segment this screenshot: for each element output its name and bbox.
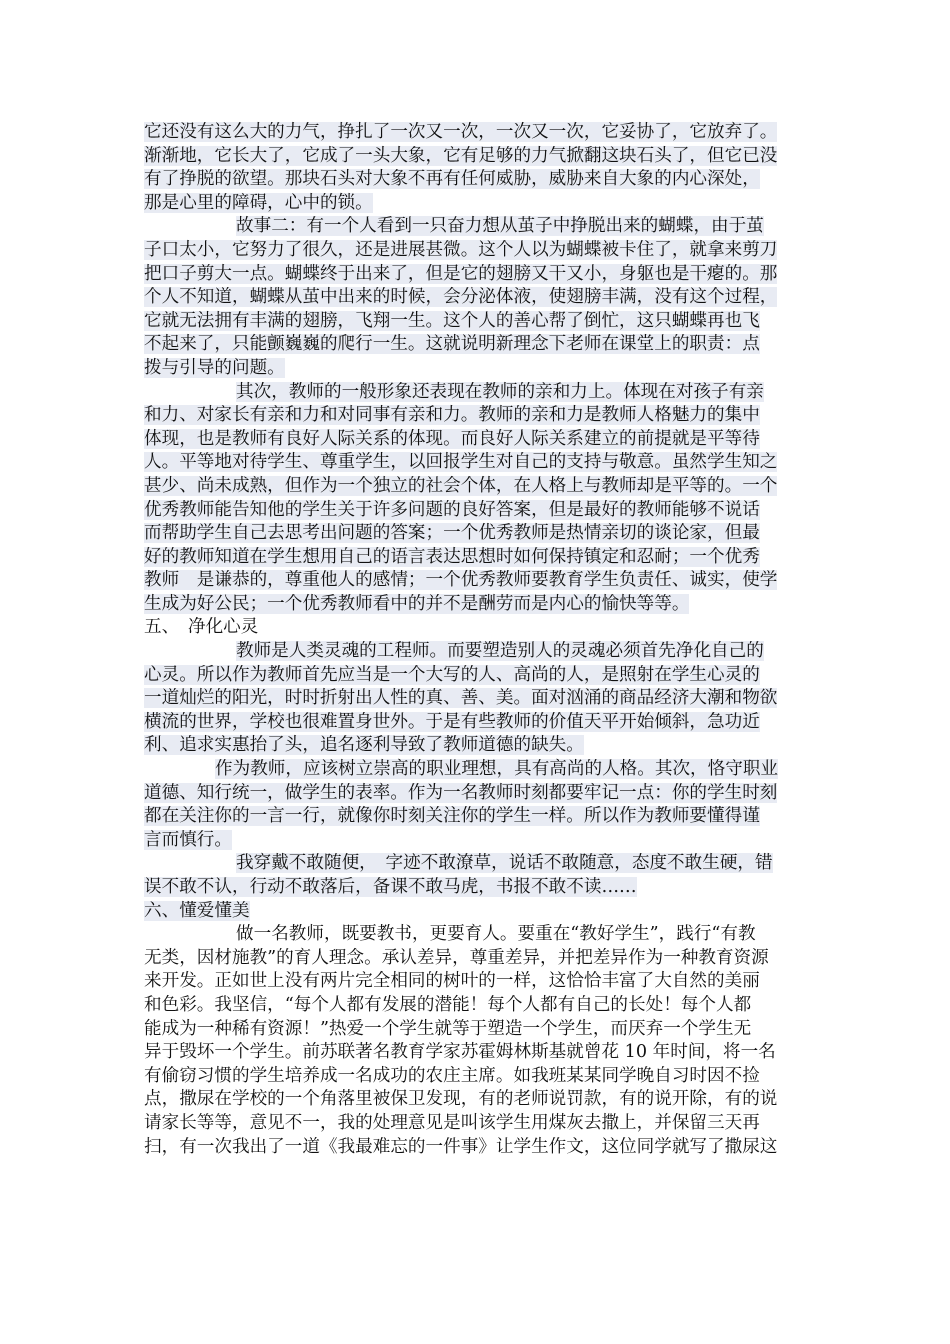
text-line-content: 言而慎行。: [144, 829, 232, 850]
text-line-content: 异于毁坏一个学生。前苏联著名教育学家苏霍姆林斯基就曾花 10 年时间，将一名: [144, 1042, 776, 1063]
paragraph: [144, 640, 809, 758]
text-line: [144, 900, 809, 924]
text-line: [144, 428, 809, 452]
text-line: [144, 711, 809, 735]
text-line: [144, 121, 809, 145]
text-line: [144, 451, 809, 475]
text-line: [144, 593, 809, 617]
text-line: [144, 522, 809, 546]
text-line: [144, 1136, 809, 1160]
text-line-content: 它还没有这么大的力气，挣扎了一次又一次，一次又一次，它妥协了，它放弃了。: [144, 122, 778, 142]
text-line: [144, 1112, 809, 1136]
text-line-content: 教师 是谦恭的，尊重他人的感情；一个优秀教师要教育学生负责任、诚实，使学: [144, 570, 778, 591]
text-line: [144, 499, 809, 523]
text-line: [144, 687, 809, 711]
text-line: [144, 404, 809, 428]
paragraph: [144, 215, 809, 380]
text-line: [144, 1041, 809, 1065]
text-line-content: 拨与引导的问题。: [144, 357, 285, 378]
paragraph: [144, 923, 809, 1159]
text-line-content: 利、追求实惠抬了头，追名逐利导致了教师道德的缺失。: [144, 735, 584, 756]
text-line-content: 不起来了，只能颤巍巍的爬行一生。这就说明新理念下老师在课堂上的职责：点: [144, 334, 760, 355]
text-line-content: 教师是人类灵魂的工程师。而要塑造别人的灵魂必须首先净化自己的: [236, 641, 764, 662]
paragraph: [144, 852, 809, 899]
text-line: [144, 1018, 809, 1042]
text-line-content: 子口太小，它努力了很久，还是进展甚微。这个人以为蝴蝶被卡住了，就拿来剪刀: [144, 239, 778, 260]
text-line: [144, 1088, 809, 1112]
text-line-content: 体现，也是教师有良好人际关系的体现。而良好人际关系建立的前提就是平等待: [144, 428, 760, 449]
text-line: [144, 286, 809, 310]
text-line: [144, 145, 809, 169]
text-line: [144, 381, 809, 405]
text-line-content: 请家长等等，意见不一，我的处理意见是叫该学生用煤灰去撒上，并保留三天再: [144, 1112, 760, 1133]
text-line: [144, 782, 809, 806]
text-line-content: 生成为好公民；一个优秀教师看中的并不是酬劳而是内心的愉快等等。: [144, 593, 690, 614]
text-line-content: 能成为一种稀有资源！”热爱一个学生就等于塑造一个学生，而厌弃一个学生无: [144, 1018, 752, 1039]
text-line: [144, 852, 809, 876]
text-line-content: 扫，有一次我出了一道《我最难忘的一件事》让学生作文，这位同学就写了撒尿这: [144, 1136, 778, 1157]
text-line: [144, 664, 809, 688]
text-line-content: 心灵。所以作为教师首先应当是一个大写的人、高尚的人，是照射在学生心灵的: [144, 664, 760, 685]
text-line: [144, 192, 809, 216]
text-line: [144, 546, 809, 570]
text-line: [144, 357, 809, 381]
section-heading: [144, 900, 809, 924]
text-line: [144, 263, 809, 287]
text-line: [144, 876, 809, 900]
text-line: [144, 215, 809, 239]
text-line-content: 个人不知道，蝴蝶从茧中出来的时候，会分泌体液，使翅膀丰满，没有这个过程，: [144, 287, 778, 308]
text-line-content: 而帮助学生自己去思考出问题的答案；一个优秀教师是热情亲切的谈论家，但最: [144, 523, 760, 544]
paragraph: [144, 121, 809, 215]
text-line-content: 作为教师，应该树立崇高的职业理想，具有高尚的人格。其次，恪守职业: [215, 759, 779, 780]
text-line-content: 好的教师知道在学生想用自己的语言表达思想时如何保持镇定和忍耐；一个优秀: [144, 546, 760, 567]
text-line: [144, 616, 809, 640]
text-line-content: 和色彩。我坚信，“每个人都有发展的潜能！每个人都有自己的长处！每个人都: [144, 994, 752, 1015]
paragraph: [144, 758, 809, 852]
text-line: [144, 805, 809, 829]
text-line: [144, 475, 809, 499]
text-line-content: 来开发。正如世上没有两片完全相同的树叶的一样，这恰恰丰富了大自然的美丽: [144, 971, 760, 992]
text-line-content: 误不敢不认，行动不敢落后，备课不敢马虎，书报不敢不读……: [144, 877, 637, 897]
text-line-content: 其次，教师的一般形象还表现在教师的亲和力上。体现在对孩子有亲: [236, 381, 764, 402]
text-line-content: 横流的世界，学校也很难置身世外。于是有些教师的价值天平开始倾斜，急功近: [144, 711, 760, 732]
text-line: [144, 640, 809, 664]
text-line-content: 故事二：有一个人看到一只奋力想从茧子中挣脱出来的蝴蝶，由于茧: [236, 216, 764, 237]
text-line-content: 渐渐地，它长大了，它成了一头大象，它有足够的力气掀翻这块石头了，但它已没: [144, 145, 778, 166]
text-line: [144, 758, 809, 782]
text-line: [144, 168, 809, 192]
text-line-content: 优秀教师能告知他的学生关于许多问题的良好答案，但是最好的教师能够不说话: [144, 499, 760, 520]
text-line: [144, 239, 809, 263]
text-line: [144, 970, 809, 994]
document-page: [144, 121, 809, 1159]
text-line-content: 一道灿烂的阳光，时时折射出人性的真、善、美。面对汹涌的商品经济大潮和物欲: [144, 688, 778, 709]
text-line-content: 都在关注你的一言一行，就像你时刻关注你的学生一样。所以作为教师要懂得谨: [144, 806, 760, 827]
text-line: [144, 947, 809, 971]
text-line-content: 五、 净化心灵: [144, 617, 259, 638]
text-line-content: 把口子剪大一点。蝴蝶终于出来了，但是它的翅膀又干又小，身躯也是干瘪的。那: [144, 263, 778, 284]
text-line-content: 无类，因材施教”的育人理念。承认差异，尊重差异，并把差异作为一种教育资源: [144, 947, 769, 968]
text-line-content: 人。平等地对待学生、尊重学生，以回报学生对自己的支持与敬意。虽然学生知之: [144, 452, 778, 473]
text-line-content: 做一名教师，既要教书，更要育人。要重在“教好学生”，践行“有教: [236, 924, 756, 945]
paragraph: [144, 381, 809, 617]
text-line-content: 道德、知行统一，做学生的表率。作为一名教师时刻都要牢记一点：你的学生时刻: [144, 782, 778, 803]
text-line: [144, 829, 809, 853]
text-line-content: 和力、对家长有亲和力和对同事有亲和力。教师的亲和力是教师人格魅力的集中: [144, 405, 760, 426]
text-line: [144, 994, 809, 1018]
text-line-content: 有偷窃习惯的学生培养成一名成功的农庄主席。如我班某某同学晚自习时因不捡: [144, 1065, 760, 1086]
text-line: [144, 569, 809, 593]
text-line-content: 六、懂爱懂美: [144, 900, 250, 921]
text-line: [144, 923, 809, 947]
text-line: [144, 310, 809, 334]
section-heading: [144, 616, 809, 640]
text-line-content: 点，撒尿在学校的一个角落里被保卫发现，有的老师说罚款，有的说开除，有的说: [144, 1089, 778, 1110]
text-line: [144, 734, 809, 758]
text-line-content: 那是心里的障碍，心中的锁。: [144, 192, 373, 213]
text-line-content: 甚少、尚未成熟，但作为一个独立的社会个体，在人格上与教师却是平等的。一个: [144, 475, 778, 496]
text-line-content: 有了挣脱的欲望。那块石头对大象不再有任何威胁，威胁来自大象的内心深处，: [144, 169, 760, 190]
text-line-content: 它就无法拥有丰满的翅膀，飞翔一生。这个人的善心帮了倒忙，这只蝴蝶再也飞: [144, 310, 760, 331]
text-line: [144, 333, 809, 357]
text-line-content: 我穿戴不敢随便， 字迹不敢潦草，说话不敢随意，态度不敢生硬，错: [236, 853, 773, 874]
text-line: [144, 1065, 809, 1089]
